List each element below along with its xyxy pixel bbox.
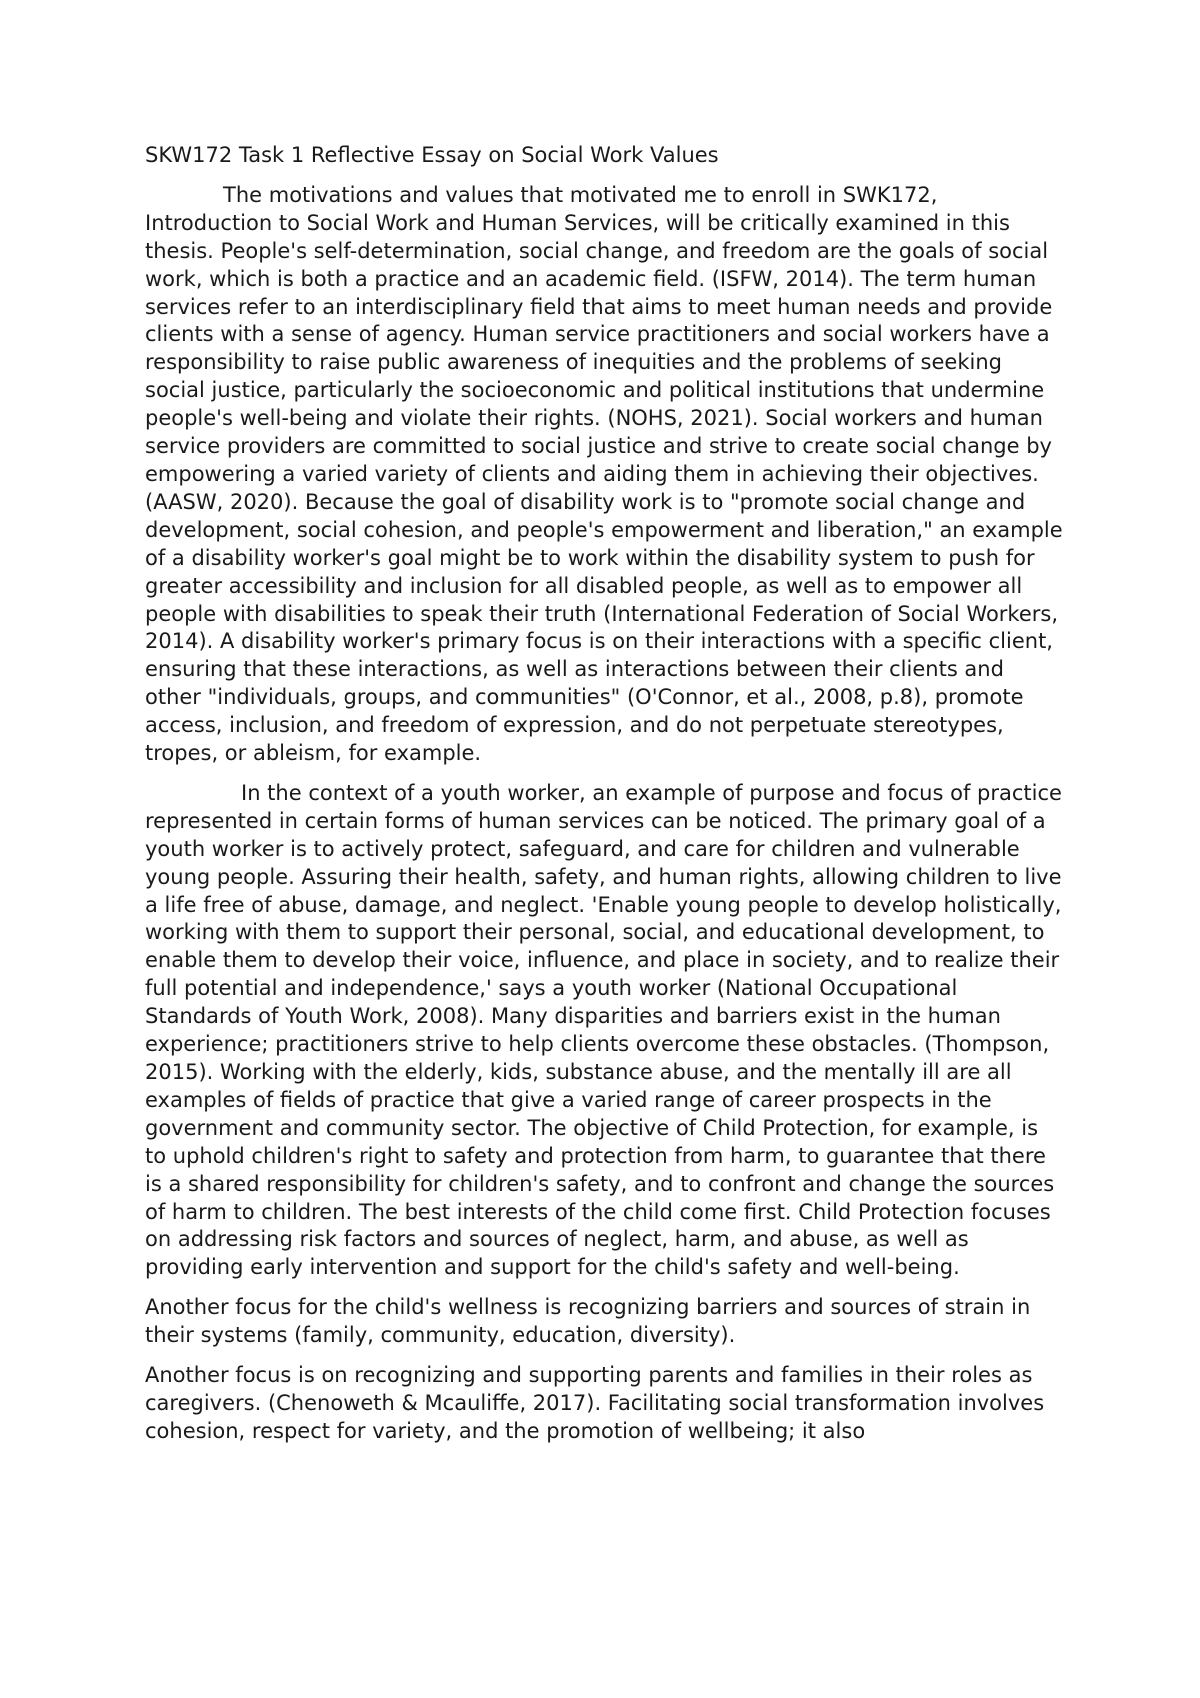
paragraph-2: In the context of a youth worker, an example of purpose and focus of practice represented in certain forms of human services can be noticed. The primary goal of a youth worker is to actively protect, safeguard, and care for children and vulnerable young people. Assuring their health, safety, and human rights, allowing children to live a life free of abuse, damage, and neglect. 'Enable young people to develop holistically, working with them to support their personal, social, and educational development, to enable them to develop their voice, influence, and place in society, and to realize their full potential and independence,' says a youth worker (National Occupational Standards of Youth Work, 2008). Many disparities and barriers exist in the human experience; practitioners strive to help clients overcome these obstacles. (Thompson, 2015). Working with the elderly, kids, substance abuse, and the mentally ill are all examples of fields of practice that give a varied range of career prospects in the government and community sector. The objective of Child Protection, for example, is to uphold children's right to safety and protection from harm, to guarantee that there is a shared responsibility for children's safety, and to confront and change the sources of harm to children. The best interests of the child come first. Child Protection focuses on addressing risk factors and sources of neglect, harm, and abuse, as well as providing early intervention and support for the child's safety and well-being. xyxy=(145,780,1062,1280)
paragraph-3: Another focus for the child's wellness is recognizing barriers and sources of strain in their systems (family, community, education, diversity). xyxy=(145,1295,1031,1348)
paragraph-4: Another focus is on recognizing and supporting parents and families in their roles as caregivers. (Chenoweth & Mcauliffe, 2017). Facilitating social transformation involves cohesion, respect for variety, and the promotion of wellbeing; it also xyxy=(145,1363,1045,1443)
paragraph-1: The motivations and values that motivated me to enroll in SWK172, Introduction to Social Work and Human Services, will be critically examined in this thesis. People's self-determination, social change, and freedom are the goals of social work, which is both a practice and an academic field. (ISFW, 2014). The term human services refer to an interdisciplinary field that aims to meet human needs and provide clients with a sense of agency. Human service practitioners and social workers have a responsibility to raise public awareness of inequities and the problems of seeking social justice, particularly the socioeconomic and political institutions that undermine people's well-being and violate their rights. (NOHS, 2021). Social workers and human service providers are committed to social justice and strive to create social change by empowering a varied variety of clients and aiding them in achieving their objectives. (AASW, 2020). Because the goal of disability work is to "promote social change and development, social cohesion, and people's empowerment and liberation," an example of a disability worker's goal might be to work within the disability system to push for greater accessibility and inclusion for all disabled people, as well as to empower all people with disabilities to speak their truth (International Federation of Social Workers, 2014). A disability worker's primary focus is on their interactions with a specific client, ensuring that these interactions, as well as interactions between their clients and other "individuals, groups, and communities" (O'Connor, et al., 2008, p.8), promote access, inclusion, and freedom of expression, and do not perpetuate stereotypes, tropes, or ableism, for example. xyxy=(145,182,1063,766)
document-title: SKW172 Task 1 Reflective Essay on Social Work Values xyxy=(145,143,719,167)
document-body xyxy=(145,142,1065,1458)
